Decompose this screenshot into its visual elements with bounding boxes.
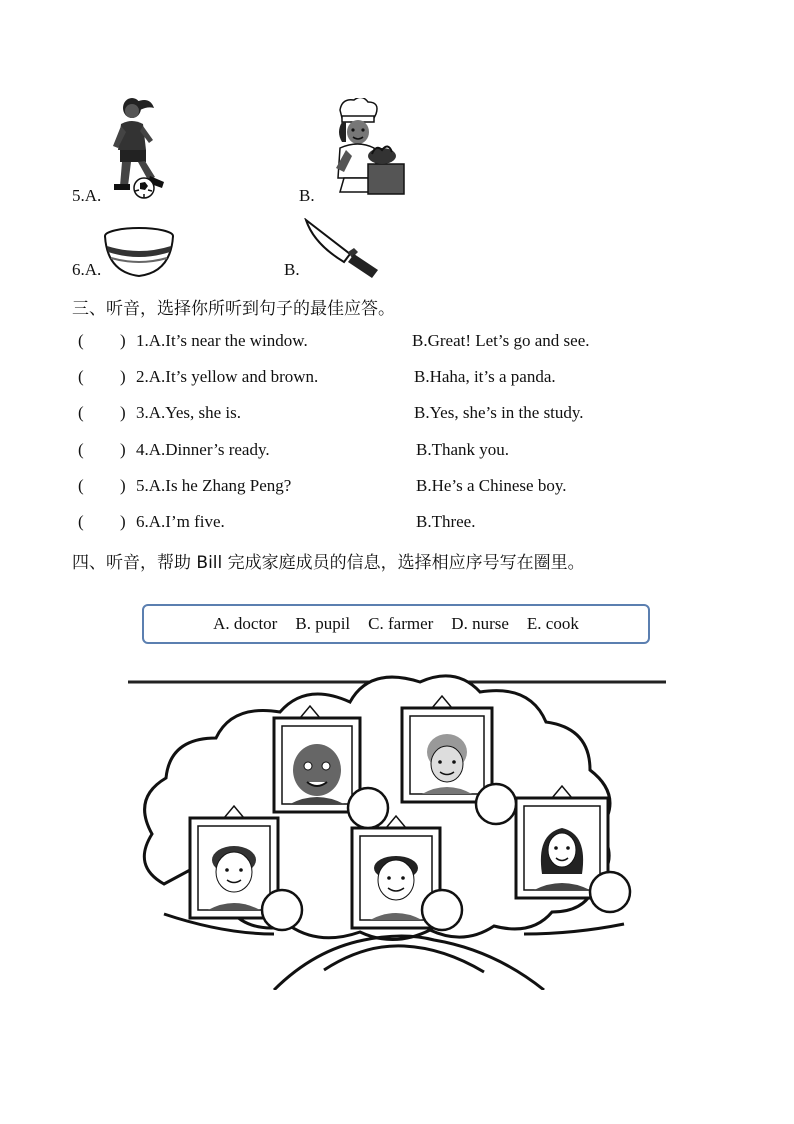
family-tree-icon — [124, 674, 670, 990]
option-a: 4.A.Dinner’s ready. — [136, 440, 270, 459]
answer-circle-icon[interactable] — [262, 890, 302, 930]
occupation-word-box — [142, 604, 650, 644]
answer-circle-icon[interactable] — [590, 872, 630, 912]
answer-paren-open: ( — [78, 512, 84, 531]
question-row — [78, 440, 698, 464]
answer-paren-close: ) — [120, 440, 126, 459]
option-a: 2.A.It’s yellow and brown. — [136, 367, 319, 386]
answer-paren-close: ) — [120, 476, 126, 495]
option-a: 5.A.Is he Zhang Peng? — [136, 476, 292, 495]
item-6-b-label: B. — [284, 260, 300, 279]
answer-circle-icon[interactable] — [422, 890, 462, 930]
option-b: B.Thank you. — [416, 440, 510, 459]
question-row — [78, 512, 698, 536]
option-b: B.Great! Let’s go and see. — [412, 331, 590, 350]
soccer-player-icon — [106, 96, 174, 200]
answer-paren-close: ) — [120, 512, 126, 531]
chef-cook-icon — [322, 98, 408, 198]
option-a: 6.A.I’m five. — [136, 512, 225, 531]
option-a: 1.A.It’s near the window. — [136, 331, 308, 350]
question-row — [78, 476, 698, 500]
section-4-heading: 四、听音，帮助 Bill 完成家庭成员的信息，选择相应序号写在圈里。 — [72, 553, 585, 573]
item-5-b-label: B. — [299, 186, 315, 205]
grandfather-portrait-icon — [274, 706, 360, 812]
option-b: B.He’s a Chinese boy. — [416, 476, 567, 495]
answer-paren-open: ( — [78, 367, 84, 386]
answer-paren-open: ( — [78, 331, 84, 350]
answer-paren-open: ( — [78, 476, 84, 495]
question-row — [78, 331, 698, 355]
word-option: B. pupil — [295, 614, 351, 633]
grandmother-portrait-icon — [402, 696, 492, 802]
item-6-number-label: 6.A. — [72, 260, 102, 279]
item-5-number-label: 5.A. — [72, 186, 102, 205]
option-b: B.Yes, she’s in the study. — [414, 403, 584, 422]
answer-paren-close: ) — [120, 403, 126, 422]
word-option: D. nurse — [451, 614, 509, 633]
word-option: E. cook — [526, 614, 579, 633]
knife-icon — [302, 218, 382, 278]
question-row — [78, 403, 698, 427]
bowl-icon — [102, 226, 176, 278]
word-option: C. farmer — [368, 614, 434, 633]
option-b: B.Three. — [416, 512, 476, 531]
answer-paren-open: ( — [78, 403, 84, 422]
answer-circle-icon[interactable] — [476, 784, 516, 824]
answer-circle-icon[interactable] — [348, 788, 388, 828]
section-3-heading: 三、听音，选择你所听到句子的最佳应答。 — [72, 299, 395, 319]
question-row — [78, 367, 698, 391]
answer-paren-open: ( — [78, 440, 84, 459]
option-b: B.Haha, it’s a panda. — [414, 367, 556, 386]
option-a: 3.A.Yes, she is. — [136, 403, 242, 422]
answer-paren-close: ) — [120, 331, 126, 350]
answer-paren-close: ) — [120, 367, 126, 386]
word-option: A. doctor — [213, 614, 278, 633]
